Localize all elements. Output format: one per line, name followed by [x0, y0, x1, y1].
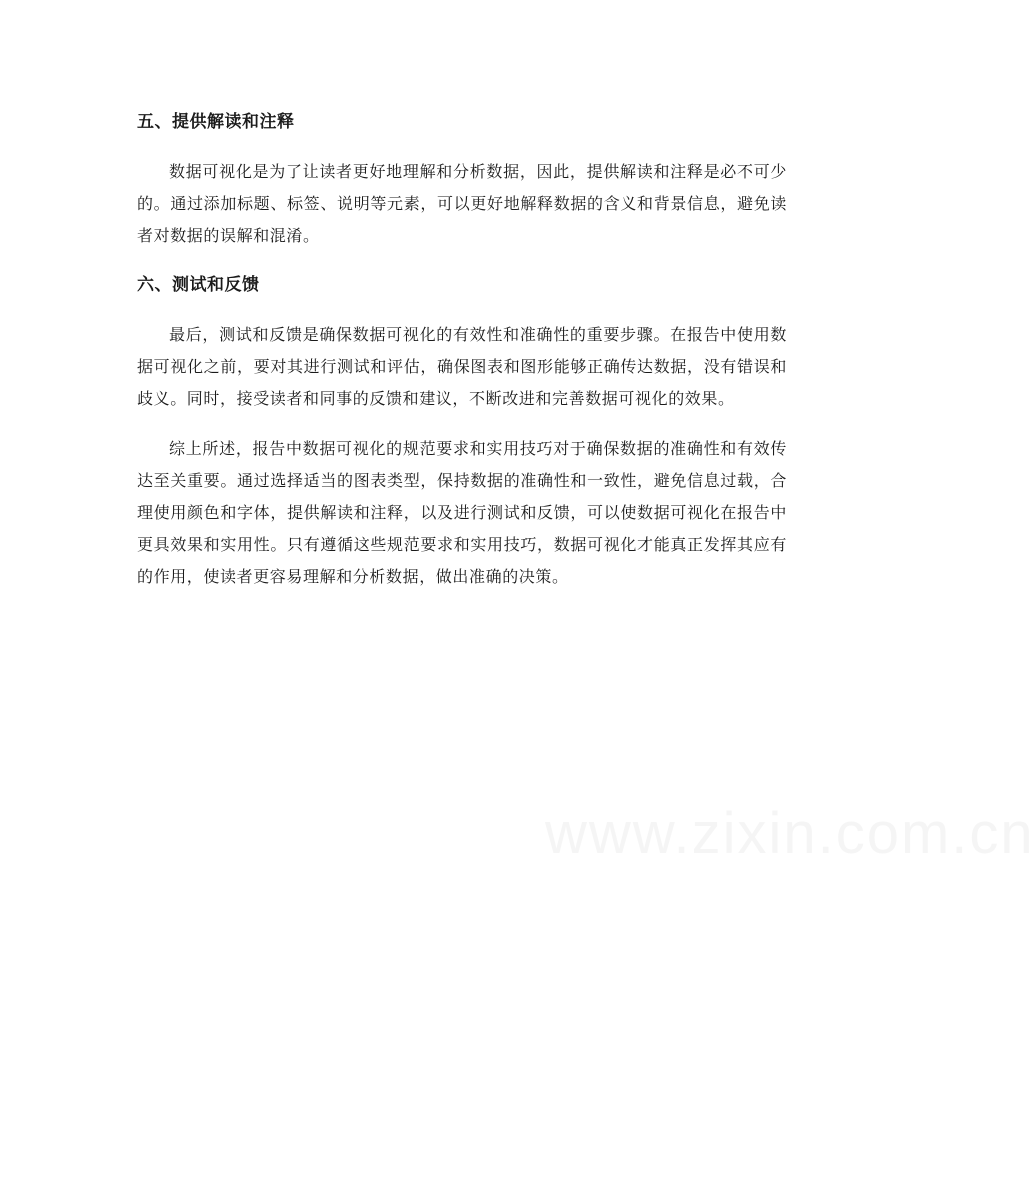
- section-heading-6: 六、测试和反馈: [137, 275, 260, 295]
- document-body: [137, 108, 787, 593]
- section-paragraph-5: 数据可视化是为了让读者更好地理解和分析数据，因此，提供解读和注释是必不可少的。通过添加标题、标签、说明等元素，可以更好地解释数据的含义和背景信息，避免读者对数据的误解和混淆。: [137, 162, 787, 245]
- section-paragraph-6: 最后，测试和反馈是确保数据可视化的有效性和准确性的重要步骤。在报告中使用数据可视化之前，要对其进行测试和评估，确保图表和图形能够正确传达数据，没有错误和歧义。同时，接受读者和同事的反馈和建议，不断改进和完善数据可视化的效果。: [137, 325, 787, 408]
- watermark: www.zixin.com.cn: [545, 801, 1035, 866]
- summary-paragraph: 综上所述，报告中数据可视化的规范要求和实用技巧对于确保数据的准确性和有效传达至关重要。通过选择适当的图表类型，保持数据的准确性和一致性，避免信息过载，合理使用颜色和字体，提供解读和注释，以及进行测试和反馈，可以使数据可视化在报告中更具效果和实用性。只有遵循这些规范要求和实用技巧，数据可视化才能真正发挥其应有的作用，使读者更容易理解和分析数据，做出准确的决策。: [137, 439, 787, 586]
- section-heading-5: 五、提供解读和注释: [137, 112, 295, 132]
